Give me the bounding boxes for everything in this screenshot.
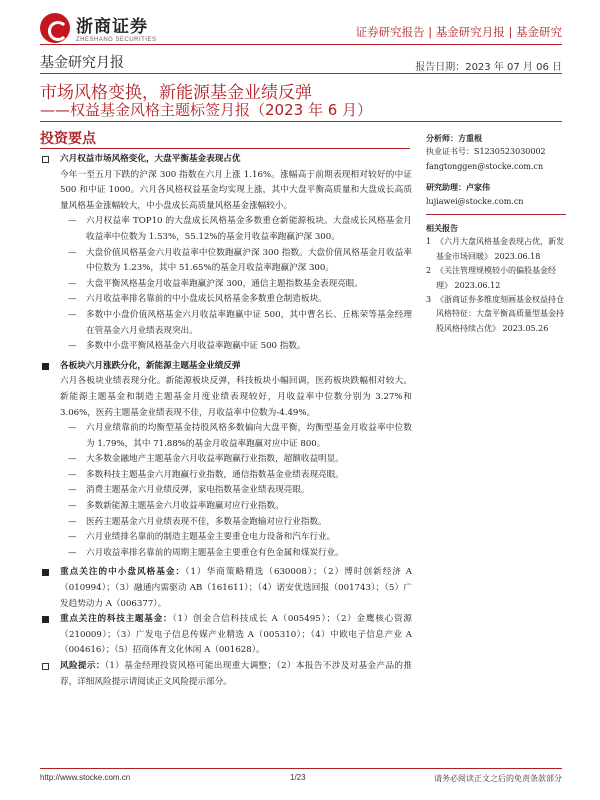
sub-bullet: — 六月收益率排名靠前的中小盘成长风格基金多数重仓制造板块。 xyxy=(68,294,327,305)
footer-disclaimer: 请务必阅读正文之后的免责条款部分 xyxy=(434,774,562,783)
sub-bullet: — 六月业绩靠前的均衡型基金持股风格多数偏向大盘平衡，均衡型基金月收益率中位数为 1.79%，其中 71.88%的基金月收益率跑赢对应中证 800。 xyxy=(68,423,412,449)
bullet-heading-1: 六月权益市场风格变化，大盘平衡基金表现占优 xyxy=(40,152,412,168)
logo-mark-icon xyxy=(40,13,70,43)
sub-bullet: — 六月业绩排名靠前的制造主题基金主要重仓电力设备和汽车行业。 xyxy=(68,532,336,543)
focus-small-mid-cap-funds: 重点关注的中小盘风格基金：（1）华商策略精选（630008）；（2）博时创新经济 A（010994）；（3）融通内需驱动 AB（161611）；（4）诺安优选回报（001743）；（5）广发趋势动力 A（006377）。 xyxy=(40,565,412,612)
report-subtitle: ——权益基金风格主题标签月报（2023 年 6 月） xyxy=(40,101,373,119)
paragraph: 今年一至五月下跌的沪深 300 指数在六月上涨 1.16%。涨幅高于前期表现相对较好的中证 500 和中证 1000。六月各风格权益基金均实现上涨，其中大盘平衡高质量和大盘成长高质量风格基金涨幅较大，中小盘成长高质量风格基金涨幅较小。 xyxy=(60,169,412,211)
company-logo xyxy=(40,12,157,43)
sidebar xyxy=(426,131,566,336)
key-points-body xyxy=(40,152,412,690)
assistant-email[interactable]: lujiawei@stocke.com.cn xyxy=(426,196,524,206)
title-divider-bottom xyxy=(40,121,562,122)
analyst-cert: 执业证书号：S1230523030002 xyxy=(426,147,546,157)
filled-square-icon xyxy=(42,616,49,623)
sub-bullet: — 大盘平衡风格基金月收益率跑赢沪深 300，通信主题指数基金表现亮眼。 xyxy=(68,278,363,289)
analyst-name: 分析师：方重根 xyxy=(426,133,482,143)
sub-bullet: — 六月权益率 TOP10 的大盘成长风格基金多数重仓新能源板块。大盘成长风格基金月收益率中位数为 1.53%，55.12%的基金月收益率跑赢沪深 300。 xyxy=(68,216,412,242)
report-title: 市场风格变换，新能源基金业绩反弹 xyxy=(40,83,312,103)
bullet-heading-2: 各板块六月涨跌分化，新能源主题基金业绩反弹 xyxy=(40,359,412,375)
checkbox-square-icon xyxy=(42,156,49,163)
related-report-item[interactable]: 1 《六月大盘风格基金表现占优，新发基金市场回暖》 2023.06.18 xyxy=(426,237,564,261)
logo-name-cn: 浙商证券 xyxy=(76,17,148,37)
document-type: 基金研究月报 xyxy=(40,55,124,71)
sub-bullet: — 大多数金融地产主题基金六月收益率跑赢行业指数，超额收益明显。 xyxy=(68,454,344,465)
risk-warning: 风险提示：（1）基金经理投资风格可能出现重大调整；（2）本报告不涉及对基金产品的推荐，详细风险提示请阅读正文风险提示部分。 xyxy=(40,659,412,690)
title-divider-top xyxy=(40,73,562,74)
assistant-name: 研究助理：卢家伟 xyxy=(426,182,490,193)
sub-bullet: — 多数科技主题基金六月跑赢行业指数，通信指数基金业绩表现亮眼。 xyxy=(68,469,344,480)
logo-name-en: ZHESHANG SECURITIES xyxy=(76,37,157,43)
sub-bullet: — 消费主题基金六月业绩反弹，家电指数基金业绩表现亮眼。 xyxy=(68,485,310,496)
report-category: 证券研究报告 | 基金研究月报 | 基金研究 xyxy=(355,25,562,39)
section-heading: 投资要点 xyxy=(40,131,96,147)
focus-tech-funds: 重点关注的科技主题基金：（1）创金合信科技成长 A（005495）；（2）金鹰核心资源（210009）；（3）广发电子信息传媒产业精选 A（005310）；（4）中欧电子信息产业 A（004616）；（5）招商体育文化休闲 A（001628）。 xyxy=(40,612,412,659)
page-number: 1/23 xyxy=(290,773,306,782)
sub-bullet: — 大盘价值风格基金六月收益率中位数跑赢沪深 300 指数。大盘价值风格基金月收益率中位数为 1.23%，其中 51.65%的基金月收益率跑赢沪深 300。 xyxy=(68,247,412,274)
sub-bullet: — 六月收益率排名靠前的周期主题基金主要重仓有色金属和煤炭行业。 xyxy=(68,547,344,558)
sub-bullet: — 多数新能源主题基金六月收益率跑赢对应行业指数。 xyxy=(68,501,284,512)
related-reports-title: 相关报告 xyxy=(426,223,458,234)
header-divider xyxy=(40,44,562,45)
section-divider xyxy=(40,148,410,149)
filled-square-icon xyxy=(42,569,49,576)
sidebar-divider xyxy=(426,214,566,215)
paragraph: 六月各板块业绩表现分化。新能源板块反弹，科技板块小幅回调，医药板块跌幅相对较大。新能源主题基金和制造主题基金月度业绩表现较好，月收益率中位数分别为 3.27%和 3.06%，医药主题基金业绩表现不佳，月收益率中位数为-4.49%。 xyxy=(60,376,412,418)
sub-bullet: — 医药主题基金六月业绩表现不佳，多数基金跑输对应行业指数。 xyxy=(68,516,327,527)
checkbox-square-icon xyxy=(42,663,49,670)
footer-url[interactable]: http://www.stocke.com.cn xyxy=(40,773,131,782)
related-report-item[interactable]: 2 《关注管理规模较小的偏股基金经理》 2023.06.12 xyxy=(426,266,556,290)
filled-square-icon xyxy=(42,363,49,370)
analyst-email[interactable]: fangtonggen@stocke.com.cn xyxy=(426,161,544,171)
footer-divider xyxy=(40,768,562,769)
report-date: 报告日期：2023 年 07 月 06 日 xyxy=(415,62,562,73)
related-report-item[interactable]: 3 《浙商证券多维度刻画基金权益持仓风格特征：大盘平衡高质量型基金持股风格持续占优》 2023.05.26 xyxy=(426,295,564,333)
sub-bullet: — 多数中小盘平衡风格基金六月收益率跑赢中证 500 指数。 xyxy=(68,341,306,352)
sub-bullet: — 多数中小盘价值风格基金六月收益率跑赢中证 500，其中曹名长、丘栋荣等基金经理在管基金六月业绩表现突出。 xyxy=(68,309,412,336)
